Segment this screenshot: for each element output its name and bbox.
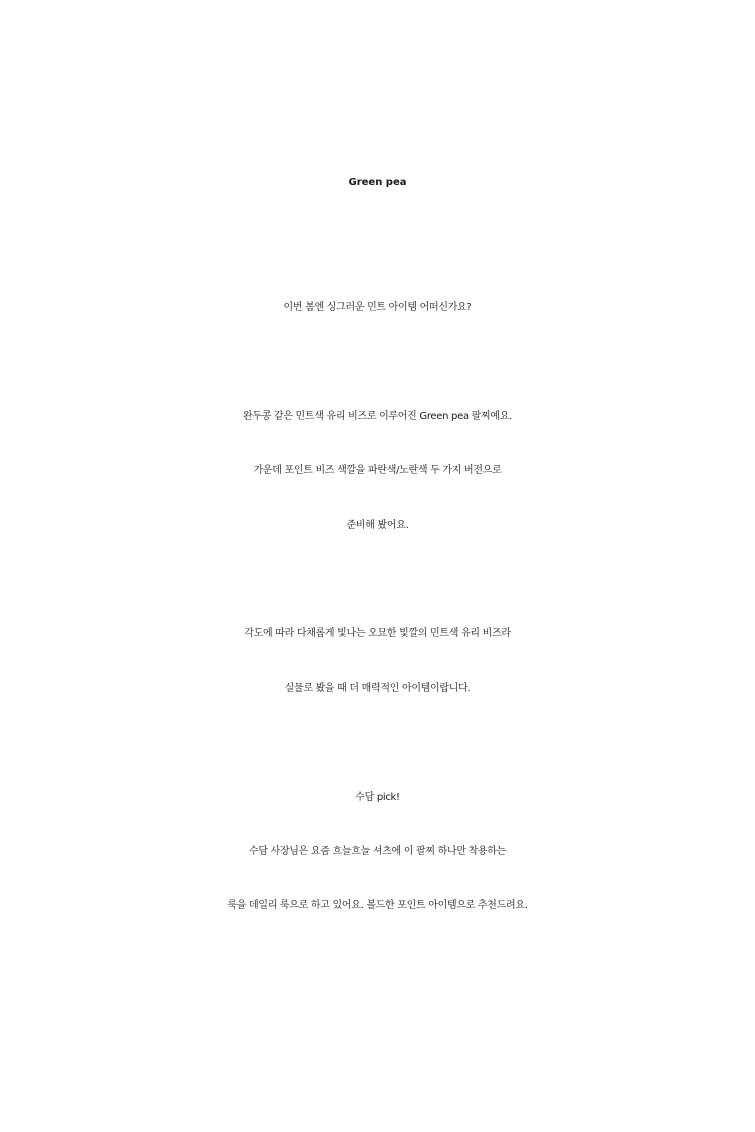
description-line: 준비해 봤어요.	[346, 520, 409, 531]
intro-text: 이번 봄엔 싱그러운 민트 아이템 어떠신가요?	[283, 302, 472, 313]
pick-line: 수담 사장님은 요즘 흐늘흐늘 셔츠에 이 팔찌 하나만 착용하는	[248, 846, 507, 857]
description-line: 실물로 봤을 때 더 매력적인 아이템이랍니다.	[284, 683, 471, 694]
description-line: 완두콩 같은 민트색 유리 비즈로 이루어진 Green pea 팔찌예요.	[243, 411, 512, 422]
product-title: Green pea	[348, 177, 407, 188]
description-line: 가운데 포인트 비즈 색깔을 파란색/노란색 두 가지 버전으로	[253, 465, 502, 476]
pick-heading: 수담 pick!	[355, 792, 400, 803]
pick-line: 룩을 데일리 룩으로 하고 있어요. 볼드한 포인트 아이템으로 추천드려요.	[227, 900, 528, 911]
description-line: 각도에 따라 다채롭게 빛나는 오묘한 빛깔의 민트색 유리 비즈라	[244, 628, 511, 639]
